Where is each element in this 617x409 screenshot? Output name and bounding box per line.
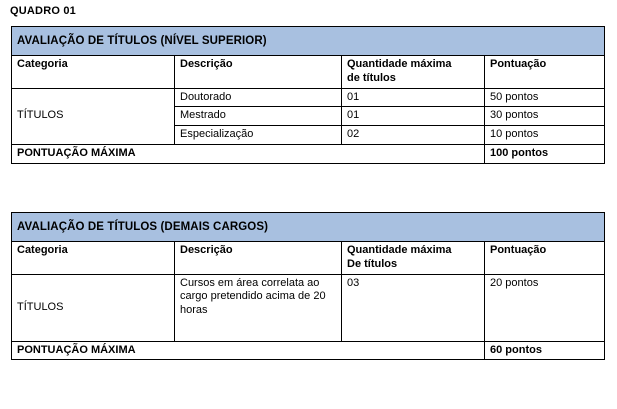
- cell-quantidade: 01: [342, 88, 485, 107]
- total-label: PONTUAÇÃO MÁXIMA: [12, 341, 485, 360]
- cell-descricao-line2: correlata ao cargo: [180, 276, 320, 303]
- cell-descricao-line4: horas: [180, 304, 208, 316]
- cell-pontuacao: 50 pontos: [485, 88, 605, 107]
- total-label: PONTUAÇÃO MÁXIMA: [12, 144, 485, 163]
- table-row: [12, 88, 605, 107]
- table-total-row: [12, 144, 605, 163]
- table-column-header-row: [12, 242, 605, 275]
- column-header-descricao: Descrição: [175, 242, 342, 275]
- total-value: 60 pontos: [485, 341, 605, 360]
- cell-pontuacao: 30 pontos: [485, 107, 605, 126]
- column-header-pontuacao: Pontuação: [485, 56, 605, 89]
- table-band-title: AVALIAÇÃO DE TÍTULOS (DEMAIS CARGOS): [12, 213, 605, 242]
- column-header-pontuacao: Pontuação: [485, 242, 605, 275]
- cell-descricao: Doutorado: [175, 88, 342, 107]
- table-total-row: [12, 341, 605, 360]
- cell-quantidade: 03: [342, 274, 485, 341]
- cell-quantidade: 01: [342, 107, 485, 126]
- page-title: QUADRO 01: [10, 5, 76, 17]
- column-header-quantidade-line1: Quantidade máxima: [347, 58, 452, 70]
- titulos-demais-cargos-table: [11, 212, 605, 360]
- cell-descricao: Mestrado: [175, 107, 342, 126]
- column-header-quantidade-line1: Quantidade máxima: [347, 244, 452, 256]
- cell-descricao-line1: Cursos em área: [180, 276, 259, 289]
- cell-quantidade: 02: [342, 126, 485, 145]
- table-header-band-row: [12, 27, 605, 56]
- column-header-categoria: Categoria: [12, 242, 175, 275]
- cell-descricao-line3: pretendido acima de 20: [210, 290, 326, 303]
- column-header-quantidade: [342, 56, 485, 89]
- table-row: [12, 274, 605, 341]
- column-header-quantidade-line2: de títulos: [347, 71, 396, 84]
- cell-descricao: Especialização: [175, 126, 342, 145]
- column-header-categoria: Categoria: [12, 56, 175, 89]
- category-label-titulos: TÍTULOS: [12, 274, 175, 341]
- total-value: 100 pontos: [485, 144, 605, 163]
- column-header-quantidade: [342, 242, 485, 275]
- table-column-header-row: [12, 56, 605, 89]
- cell-pontuacao: 10 pontos: [485, 126, 605, 145]
- column-header-quantidade-line2: De títulos: [347, 257, 398, 270]
- cell-descricao: [175, 274, 342, 341]
- category-label-titulos: TÍTULOS: [12, 88, 175, 144]
- titulos-nivel-superior-table: [11, 26, 605, 164]
- table-band-title: AVALIAÇÃO DE TÍTULOS (NÍVEL SUPERIOR): [12, 27, 605, 56]
- column-header-descricao: Descrição: [175, 56, 342, 89]
- cell-pontuacao: 20 pontos: [485, 274, 605, 341]
- table-header-band-row: [12, 213, 605, 242]
